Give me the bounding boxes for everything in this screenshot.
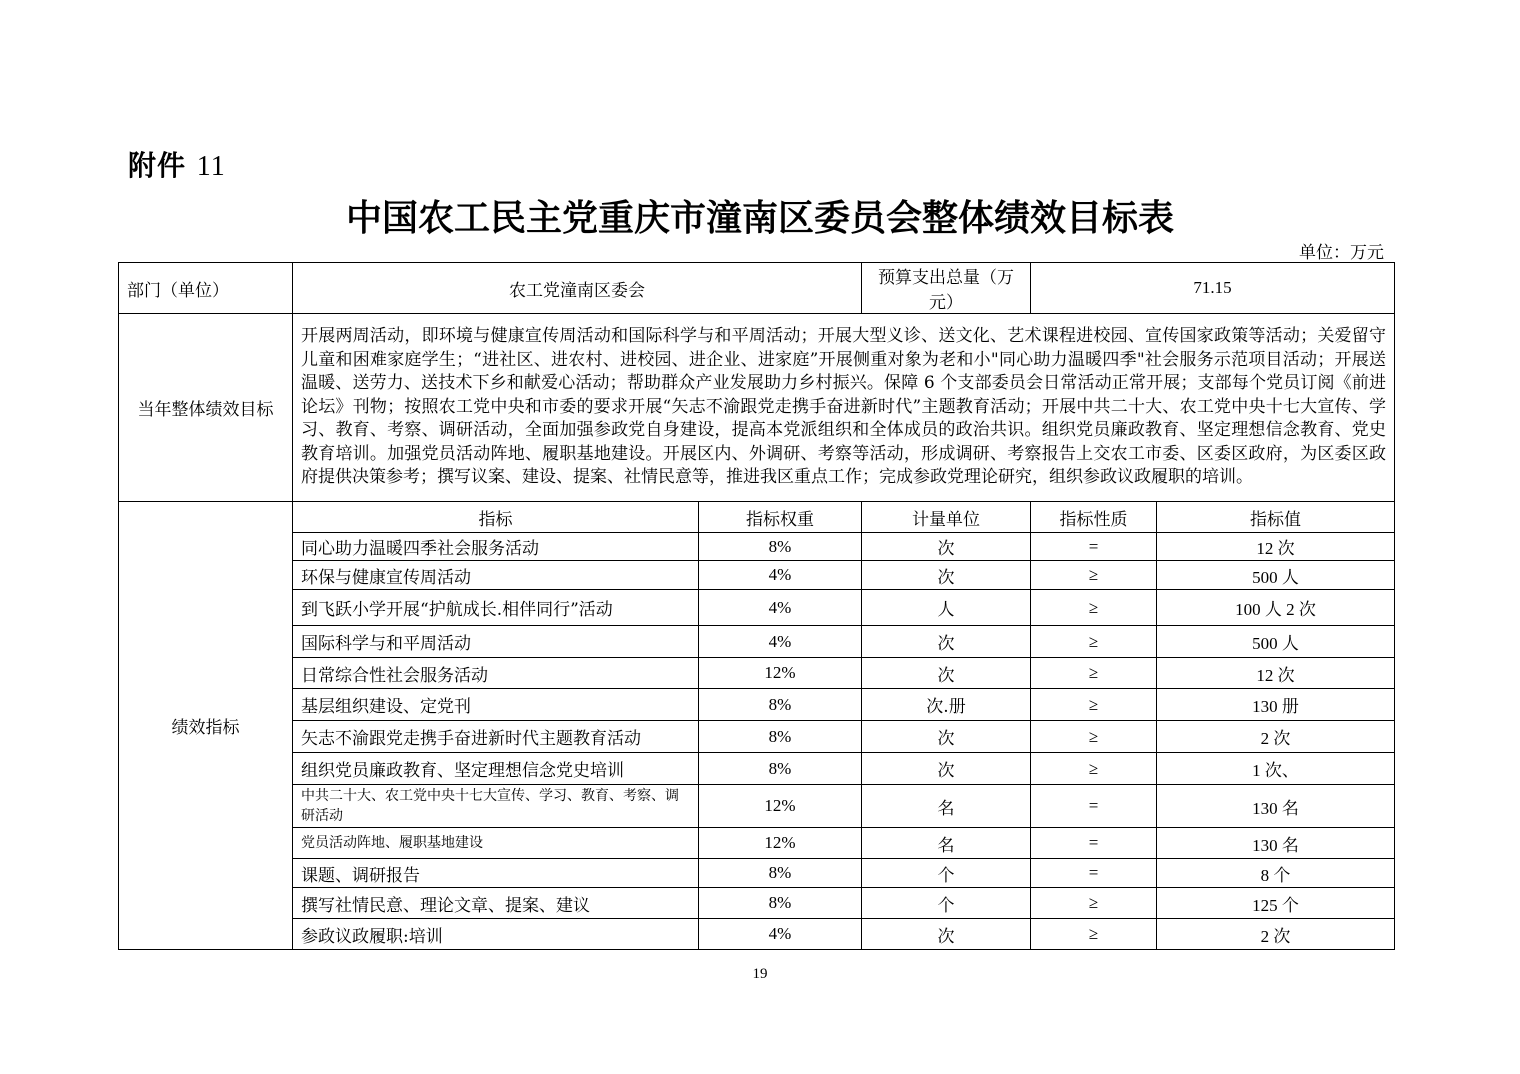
col-header-value: 指标值 — [1157, 502, 1395, 533]
indicator-name: 矢志不渝跟党走携手奋进新时代主题教育活动 — [293, 721, 699, 753]
indicator-name: 撰写社情民意、理论文章、提案、建议 — [293, 888, 699, 919]
attachment-prefix: 附件 — [128, 149, 187, 182]
indicator-name: 基层组织建设、定党刊 — [293, 689, 699, 721]
indicator-nature: ≥ — [1031, 753, 1157, 785]
indicator-value: 130 册 — [1157, 689, 1395, 721]
indicator-value: 500 人 — [1157, 626, 1395, 658]
dept-value: 农工党潼南区委会 — [293, 263, 862, 314]
indicator-weight: 12% — [699, 828, 862, 859]
indicator-weight: 8% — [699, 533, 862, 561]
indicator-value: 2 次 — [1157, 721, 1395, 753]
col-header-unit: 计量单位 — [862, 502, 1031, 533]
table-row — [119, 533, 1395, 561]
indicator-nature: = — [1031, 533, 1157, 561]
table-row — [119, 919, 1395, 950]
indicator-weight: 8% — [699, 753, 862, 785]
indicator-nature: = — [1031, 785, 1157, 828]
indicator-name: 环保与健康宣传周活动 — [293, 561, 699, 590]
table-row — [119, 590, 1395, 626]
indicator-unit: 次 — [862, 626, 1031, 658]
indicator-nature: ≥ — [1031, 658, 1157, 689]
table-row — [119, 753, 1395, 785]
indicator-unit: 次 — [862, 753, 1031, 785]
table-row — [119, 828, 1395, 859]
indicator-unit: 人 — [862, 590, 1031, 626]
indicator-weight: 8% — [699, 721, 862, 753]
indicator-nature: ≥ — [1031, 919, 1157, 950]
indicator-nature: ≥ — [1031, 888, 1157, 919]
table-row — [119, 658, 1395, 689]
indicator-value: 100 人 2 次 — [1157, 590, 1395, 626]
indicator-unit: 名 — [862, 785, 1031, 828]
indicator-unit: 次 — [862, 533, 1031, 561]
indicator-weight: 4% — [699, 919, 862, 950]
indicator-name: 日常综合性社会服务活动 — [293, 658, 699, 689]
indicator-value: 2 次 — [1157, 919, 1395, 950]
indicator-unit: 次 — [862, 721, 1031, 753]
table-row — [119, 785, 1395, 828]
indicator-unit: 次 — [862, 561, 1031, 590]
indicator-weight: 4% — [699, 590, 862, 626]
indicator-weight: 8% — [699, 859, 862, 888]
indicator-unit: 名 — [862, 828, 1031, 859]
unit-note: 单位：万元 — [1299, 243, 1384, 263]
goal-row — [119, 314, 1395, 502]
attachment-label — [128, 144, 226, 184]
indicator-value: 8 个 — [1157, 859, 1395, 888]
goal-label: 当年整体绩效目标 — [119, 314, 293, 502]
indicator-nature: ≥ — [1031, 561, 1157, 590]
indicator-name: 参政议政履职:培训 — [293, 919, 699, 950]
indicator-value: 12 次 — [1157, 533, 1395, 561]
indicators-section-label: 绩效指标 — [119, 502, 293, 950]
indicator-value: 130 名 — [1157, 828, 1395, 859]
table-row — [119, 626, 1395, 658]
table-row — [119, 689, 1395, 721]
indicator-nature: ≥ — [1031, 721, 1157, 753]
indicator-nature: ≥ — [1031, 590, 1157, 626]
page-number: 19 — [752, 966, 768, 982]
indicator-weight: 4% — [699, 561, 862, 590]
performance-target-table — [118, 262, 1395, 950]
col-header-indicator: 指标 — [293, 502, 699, 533]
table-row — [119, 561, 1395, 590]
table-row — [119, 888, 1395, 919]
indicator-nature: ≥ — [1031, 626, 1157, 658]
budget-value: 71.15 — [1031, 263, 1395, 314]
indicator-unit: 次.册 — [862, 689, 1031, 721]
indicator-unit: 次 — [862, 658, 1031, 689]
page-title: 中国农工民主党重庆市潼南区委员会整体绩效目标表 — [345, 198, 1174, 239]
col-header-nature: 指标性质 — [1031, 502, 1157, 533]
goal-text: 开展两周活动，即环境与健康宣传周活动和国际科学与和平周活动；开展大型义诊、送文化、艺术课程进校园、宣传国家政策等活动；关爱留守儿童和困难家庭学生；“进社区、进农村、进校园、进企业、进家庭”开展侧重对象为老和小"同心助力温暖四季"社会服务示范项目活动；开展送温暖、送劳力、送技术下乡和献爱心活动；帮助群众产业发展助力乡村振兴。保障 6 个支部委员会日常活动正常开展；支部每个党员订阅《前进论坛》刊物；按照农工党中央和市委的要求开展“矢志不渝跟党走携手奋进新时代”主题教育活动；开展中共二十大、农工党中央十七大宣传、学习、教育、考察、调研活动，全面加强参政党自身建设，提高本党派组织和全体成员的政治共识。组织党员廉政教育、坚定理想信念教育、党史教育培训。加强党员活动阵地、履职基地建设。开展区内、外调研、考察等活动，形成调研、考察报告上交农工市委、区委区政府，为区委区政府提供决策参考；撰写议案、建设、提案、社情民意等，推进我区重点工作；完成参政党理论研究，组织参政议政履职的培训。 — [293, 314, 1395, 502]
indicator-name: 到飞跃小学开展“护航成长.相伴同行”活动 — [293, 590, 699, 626]
indicator-weight: 12% — [699, 658, 862, 689]
dept-label: 部门（单位） — [119, 263, 293, 314]
indicator-name: 国际科学与和平周活动 — [293, 626, 699, 658]
table-row — [119, 859, 1395, 888]
indicator-value: 125 个 — [1157, 888, 1395, 919]
indicator-value: 130 名 — [1157, 785, 1395, 828]
indicator-nature: = — [1031, 859, 1157, 888]
indicator-value: 500 人 — [1157, 561, 1395, 590]
indicator-name: 中共二十大、农工党中央十七大宣传、学习、教育、考察、调研活动 — [293, 785, 699, 828]
indicator-unit: 个 — [862, 859, 1031, 888]
indicator-weight: 8% — [699, 888, 862, 919]
table-row — [119, 721, 1395, 753]
indicator-nature: ≥ — [1031, 689, 1157, 721]
indicator-weight: 8% — [699, 689, 862, 721]
indicator-nature: = — [1031, 828, 1157, 859]
col-header-weight: 指标权重 — [699, 502, 862, 533]
header-row — [119, 263, 1395, 314]
indicator-value: 1 次、 — [1157, 753, 1395, 785]
indicator-name: 同心助力温暖四季社会服务活动 — [293, 533, 699, 561]
indicator-unit: 次 — [862, 919, 1031, 950]
indicator-name: 党员活动阵地、履职基地建设 — [293, 828, 699, 859]
indicator-column-header-row — [119, 502, 1395, 533]
indicator-value: 12 次 — [1157, 658, 1395, 689]
budget-label: 预算支出总量（万元） — [862, 263, 1031, 314]
attachment-number: 11 — [196, 151, 226, 182]
indicator-name: 组织党员廉政教育、坚定理想信念党史培训 — [293, 753, 699, 785]
indicator-name: 课题、调研报告 — [293, 859, 699, 888]
indicator-weight: 12% — [699, 785, 862, 828]
indicator-weight: 4% — [699, 626, 862, 658]
indicator-unit: 个 — [862, 888, 1031, 919]
